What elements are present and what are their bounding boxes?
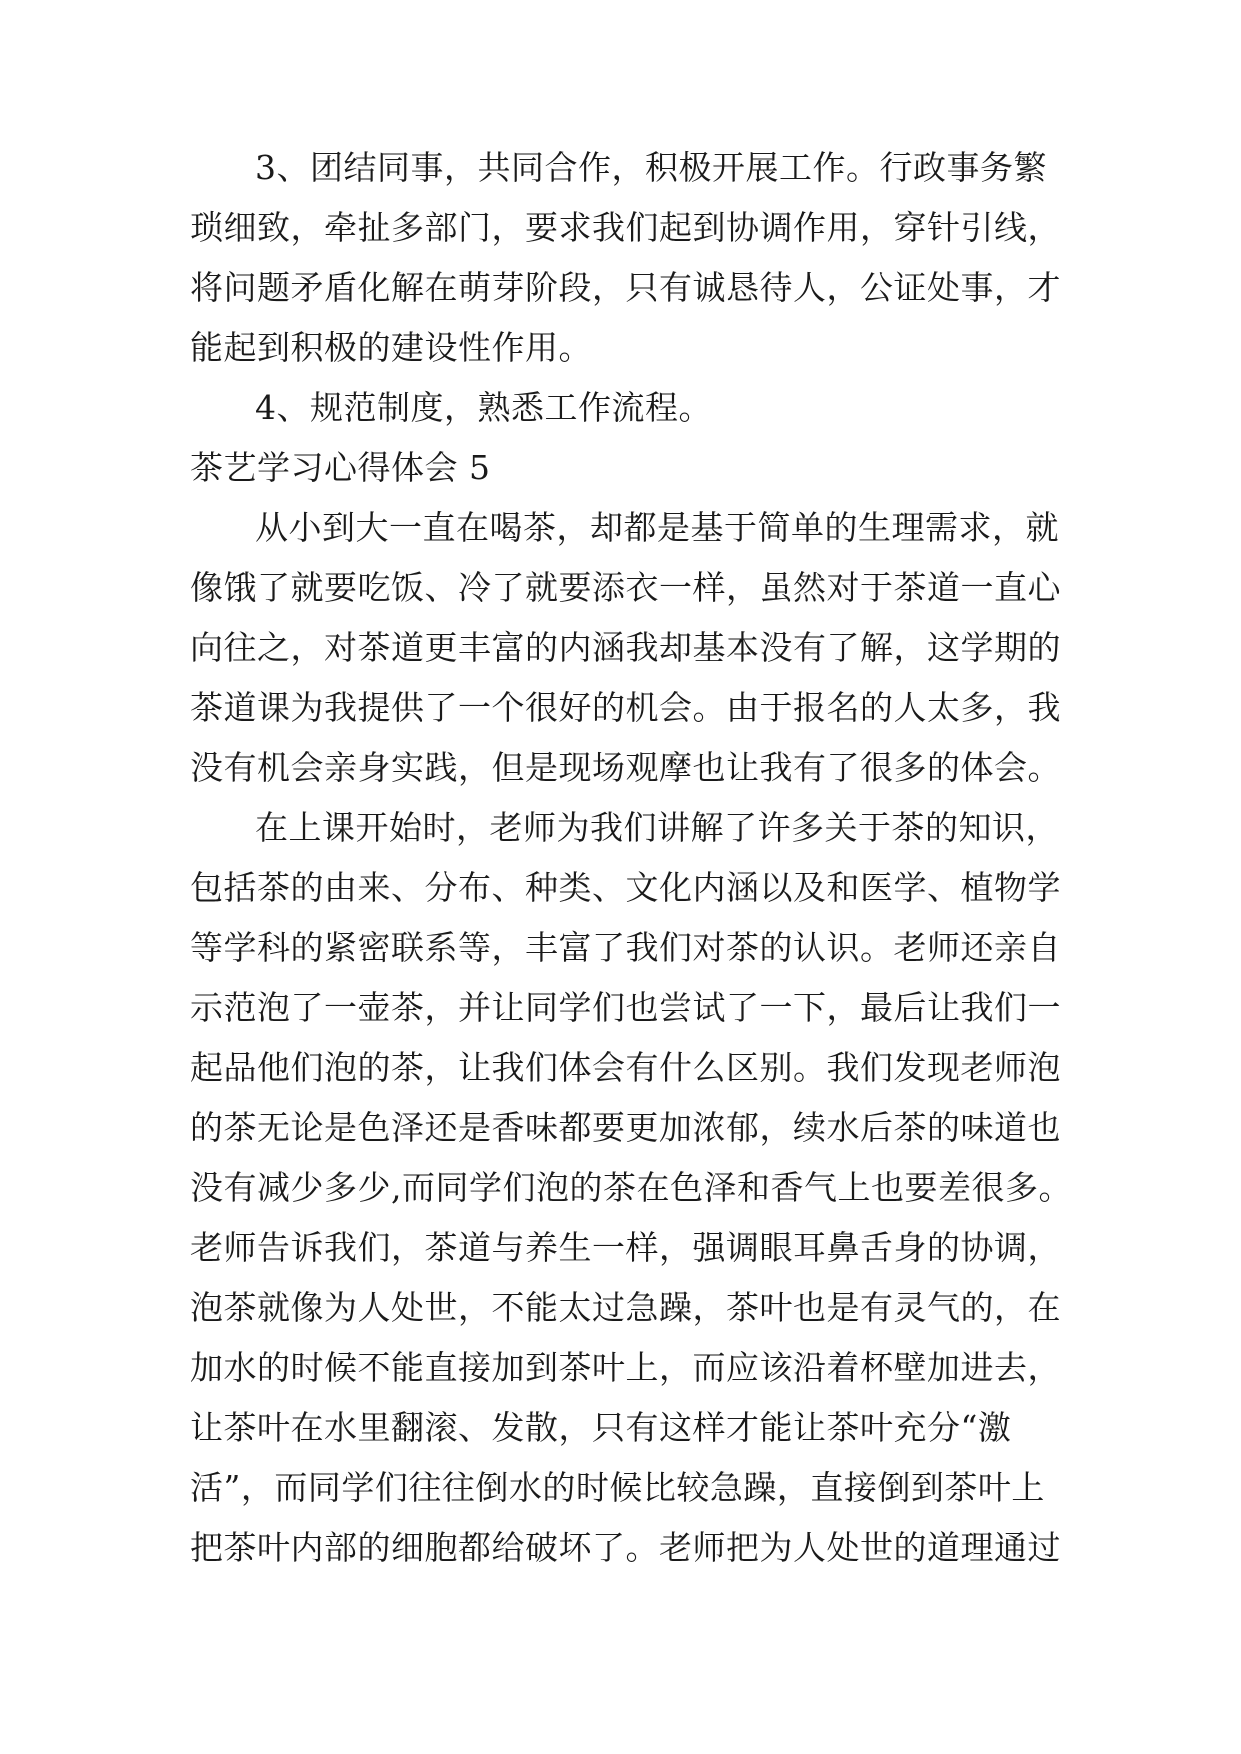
paragraph-line: 琐细致，牵扯多部门，要求我们起到协调作用，穿针引线， — [190, 208, 1061, 247]
paragraph-line: 让茶叶在水里翻滚、发散，只有这样才能让茶叶充分“激 — [190, 1408, 1012, 1447]
paragraph-line: 加水的时候不能直接加到茶叶上，而应该沿着杯壁加进去， — [190, 1348, 1061, 1387]
paragraph-line: 将问题矛盾化解在萌芽阶段，只有诚恳待人，公证处事，才 — [190, 268, 1061, 307]
paragraph-line: 老师告诉我们，茶道与养生一样，强调眼耳鼻舌身的协调， — [190, 1228, 1061, 1267]
paragraph-line: 茶道课为我提供了一个很好的机会。由于报名的人太多，我 — [190, 688, 1061, 727]
paragraph-line: 能起到积极的建设性作用。 — [190, 328, 592, 367]
paragraph-line: 的茶无论是色泽还是香味都要更加浓郁，续水后茶的味道也 — [190, 1108, 1061, 1147]
paragraph-line: 没有机会亲身实践，但是现场观摩也让我有了很多的体会。 — [190, 748, 1061, 787]
section-heading: 茶艺学习心得体会 5 — [190, 448, 491, 487]
paragraph-line: 4、规范制度，熟悉工作流程。 — [255, 388, 712, 427]
paragraph-line: 泡茶就像为人处世，不能太过急躁，茶叶也是有灵气的，在 — [190, 1288, 1061, 1327]
paragraph-line: 示范泡了一壶茶，并让同学们也尝试了一下，最后让我们一 — [190, 988, 1061, 1027]
paragraph-line: 在上课开始时，老师为我们讲解了许多关于茶的知识， — [255, 808, 1059, 847]
paragraph-line: 起品他们泡的茶，让我们体会有什么区别。我们发现老师泡 — [190, 1048, 1061, 1087]
paragraph-line: 包括茶的由来、分布、种类、文化内涵以及和医学、植物学 — [190, 868, 1061, 907]
paragraph-line: 像饿了就要吃饭、冷了就要添衣一样，虽然对于茶道一直心 — [190, 568, 1061, 607]
paragraph-line: 从小到大一直在喝茶，却都是基于简单的生理需求，就 — [255, 508, 1059, 547]
paragraph-line: 把茶叶内部的细胞都给破坏了。老师把为人处世的道理通过 — [190, 1528, 1061, 1567]
paragraph-line: 3、团结同事，共同合作，积极开展工作。行政事务繁 — [255, 148, 1047, 187]
paragraph-line: 活”，而同学们往往倒水的时候比较急躁，直接倒到茶叶上 — [190, 1468, 1045, 1507]
paragraph-line: 等学科的紧密联系等，丰富了我们对茶的认识。老师还亲自 — [190, 928, 1061, 967]
paragraph-line: 没有减少多少,而同学们泡的茶在色泽和香气上也要差很多。 — [190, 1168, 1072, 1207]
paragraph-line: 向往之，对茶道更丰富的内涵我却基本没有了解，这学期的 — [190, 628, 1061, 667]
